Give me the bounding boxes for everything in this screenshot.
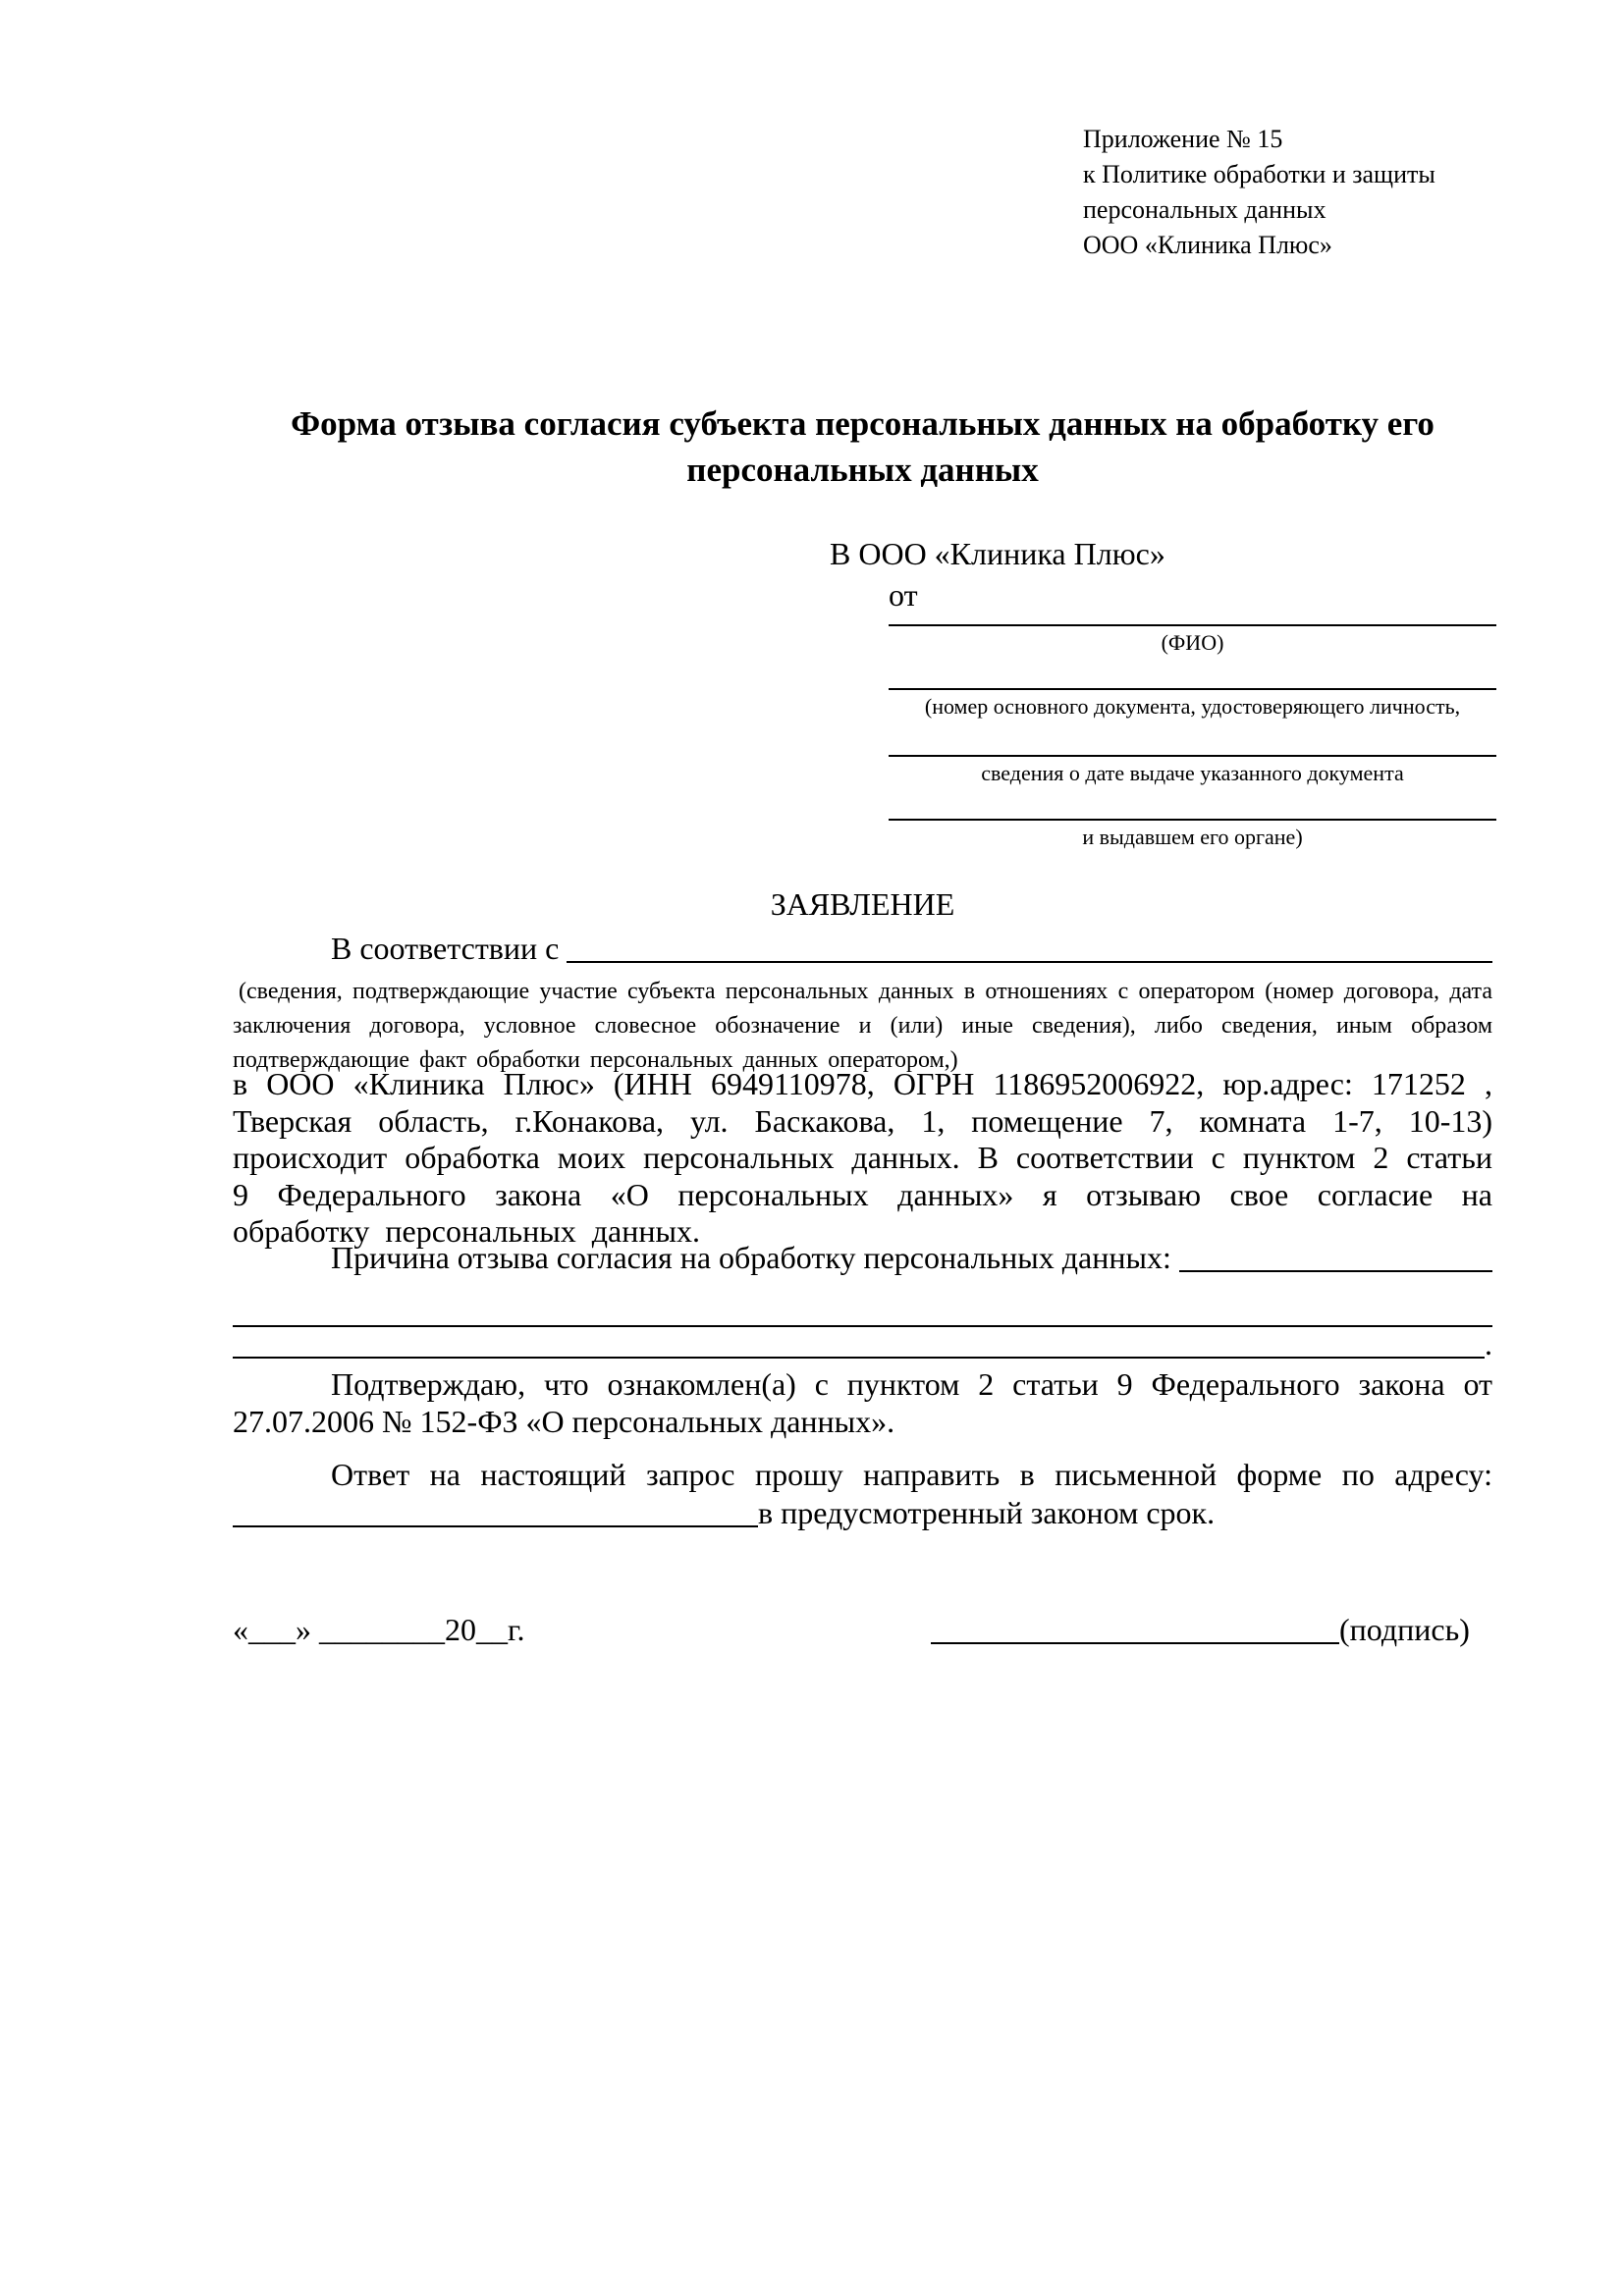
signature-caption: (подпись) (1339, 1612, 1470, 1647)
issuing-authority-blank-line (889, 785, 1496, 821)
basis-blank-line (567, 961, 1492, 963)
spacer (559, 929, 567, 968)
reason-blank-line-fill (233, 1357, 1485, 1359)
signature-blank-line (931, 1642, 1339, 1644)
addressee-organization: В ООО «Клиника Плюс» (830, 536, 1165, 571)
issuing-authority-caption: и выдавшем его органе) (1082, 825, 1303, 849)
basis-footnote: (сведения, подтверждающие участие субъекта персональных данных в отношениях с оператором (номер договора, дата заключения договора, условное словесное обозначение и (или) иные сведения), либо сведения, иным образом подтверждающие факт обработки персональных данных оператором,) (233, 979, 1492, 1073)
appendix-line: ООО «Клиника Плюс» (1083, 231, 1332, 259)
response-address-field (233, 1493, 1492, 1532)
reason-continuation-blank-line-2 (233, 1324, 1492, 1363)
reason-continuation-blank-line (233, 1290, 1492, 1327)
reason-blank-line (1179, 1270, 1492, 1272)
identity-document-field (889, 655, 1496, 721)
basis-label: В соответствии с (331, 931, 560, 966)
appendix-line: к Политике обработки и защиты (1083, 160, 1435, 188)
appendix-line: Приложение № 15 (1083, 125, 1283, 153)
fio-field (889, 591, 1496, 657)
appendix-line: персональных данных (1083, 195, 1326, 224)
issue-date-blank-line (889, 721, 1496, 757)
appendix-note (1083, 122, 1435, 263)
reason-label: Причина отзыва согласия на обработку персональных данных: (331, 1240, 1171, 1275)
issue-date-caption: сведения о дате выдаче указанного документа (981, 761, 1404, 785)
identity-document-blank-line (889, 655, 1496, 690)
issue-date-field (889, 721, 1496, 787)
reason-end-period: . (1485, 1326, 1492, 1362)
statement-heading: ЗАЯВЛЕНИЕ (770, 886, 955, 922)
response-address-blank-line (233, 1525, 758, 1527)
fio-blank-line (889, 591, 1496, 626)
identity-document-caption: (номер основного документа, удостоверяющего личность, (924, 694, 1461, 719)
response-tail: в предусмотренный законом срок. (758, 1495, 1216, 1530)
reason-field (233, 1238, 1492, 1277)
from-label: от (889, 577, 918, 613)
basis-field (233, 929, 1492, 968)
response-request-line: Ответ на настоящий запрос прошу направить в письменной форме по адресу: (331, 1457, 1492, 1492)
spacer (1171, 1238, 1179, 1277)
date-blank: «___» ________20__г. (233, 1612, 525, 1647)
fio-caption: (ФИО) (1161, 630, 1224, 655)
document-title: Форма отзыва согласия субъекта персональных данных на обработку его персональных данных (291, 404, 1435, 489)
statement-body: в ООО «Клиника Плюс» (ИНН 6949110978, ОГРН 1186952006922, юр.адрес: 171252 , Тверская область, г.Конакова, ул. Баскакова, 1, помещение 7, комната 1-7, 10-13) происходит обработка моих персональных данных. В соответствии с пунктом 2 статьи 9 Федерального закона «О персональных данных» я отзываю свое согласие на обработку персональных данных. (233, 1066, 1492, 1249)
issuing-authority-field (889, 785, 1496, 851)
signature-field (931, 1610, 1496, 1649)
confirmation-paragraph: Подтверждаю, что ознакомлен(а) с пунктом 2 статьи 9 Федерального закона от 27.07.2006 № 152-ФЗ «О персональных данных». (233, 1366, 1492, 1439)
